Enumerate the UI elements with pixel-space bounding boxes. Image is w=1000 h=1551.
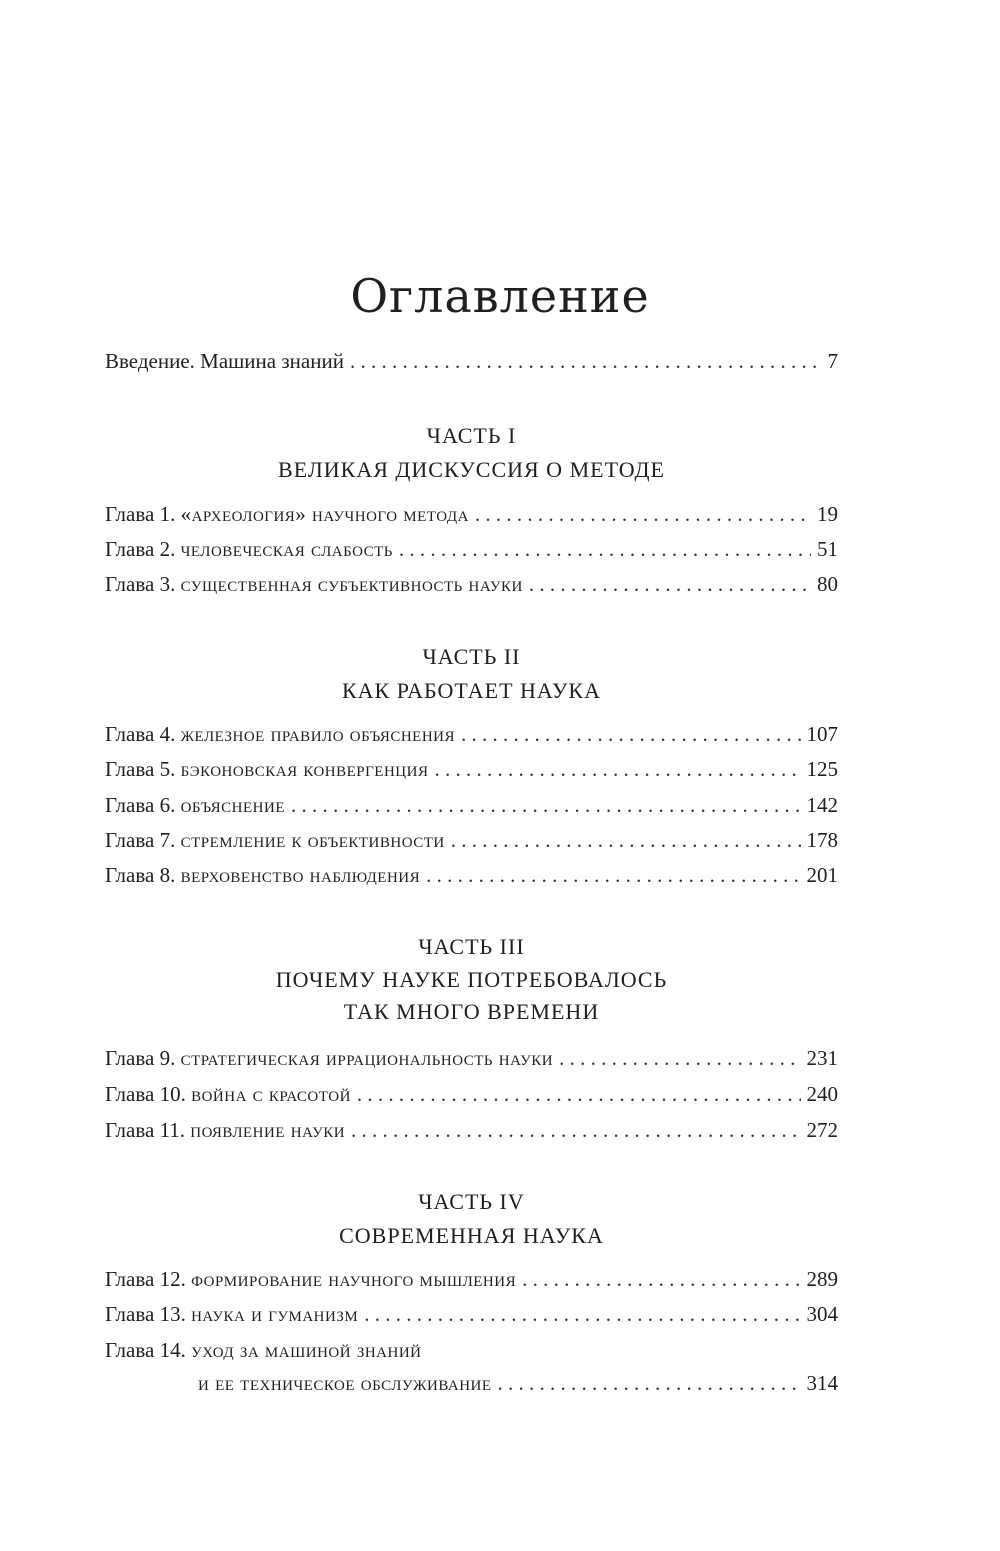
chapter-prefix: Глава 9. <box>105 1046 176 1070</box>
entry-page: 272 <box>806 1118 838 1142</box>
entry-page: 240 <box>806 1082 838 1106</box>
chapter-prefix: Глава 4. <box>105 722 176 746</box>
leader-dots <box>522 1266 800 1292</box>
chapter-prefix: Глава 13. <box>105 1302 186 1326</box>
chapter-title: стратегическая иррациональность науки <box>180 1046 554 1070</box>
entry-page: 7 <box>827 349 838 373</box>
entry-page: 304 <box>806 1302 838 1326</box>
chapter-prefix: Глава 6. <box>105 793 176 817</box>
entry-page: 314 <box>806 1371 838 1395</box>
leader-dots <box>461 721 800 747</box>
part-2-title: КАК РАБОТАЕТ НАУКА <box>341 678 601 703</box>
entry-page: 51 <box>817 537 838 561</box>
chapter-title: существенная субъективность науки <box>180 572 523 596</box>
entry-page: 231 <box>806 1046 838 1070</box>
entry-label: Введение. Машина знаний <box>105 349 344 373</box>
chapter-title-continuation: и ее техническое обслуживание <box>198 1371 492 1395</box>
toc-entry-intro[interactable] <box>105 348 838 374</box>
entry-page: 125 <box>806 757 838 781</box>
toc-entry-chapter-13[interactable] <box>105 1301 838 1327</box>
chapter-title: бэконовская конвергенция <box>180 757 429 781</box>
toc-entry-chapter-1[interactable] <box>105 501 838 527</box>
leader-dots <box>426 862 800 888</box>
chapter-title: объяснение <box>180 793 285 817</box>
entry-page: 80 <box>817 572 838 596</box>
toc-entry-chapter-4[interactable] <box>105 721 838 747</box>
entry-page: 107 <box>806 722 838 746</box>
chapter-prefix: Глава 1. <box>105 502 176 526</box>
chapter-prefix: Глава 10. <box>105 1082 186 1106</box>
chapter-title: появление науки <box>190 1118 346 1142</box>
part-1-number: ЧАСТЬ I <box>426 423 517 448</box>
chapter-title: верховенство наблюдения <box>180 863 421 887</box>
toc-entry-chapter-3[interactable] <box>105 571 838 597</box>
toc-entry-chapter-7[interactable] <box>105 827 838 853</box>
part-1-title: ВЕЛИКАЯ ДИСКУССИЯ О МЕТОДЕ <box>278 457 665 482</box>
chapter-prefix: Глава 12. <box>105 1267 186 1291</box>
part-3-number: ЧАСТЬ III <box>418 934 525 959</box>
entry-page: 289 <box>806 1267 838 1291</box>
leader-dots <box>559 1045 800 1071</box>
leader-dots <box>399 536 811 562</box>
entry-page: 142 <box>806 793 838 817</box>
chapter-prefix: Глава 2. <box>105 537 176 561</box>
chapter-title: железное правило объяснения <box>180 722 456 746</box>
leader-dots <box>357 1081 801 1107</box>
chapter-prefix: Глава 7. <box>105 828 176 852</box>
toc-entry-chapter-9[interactable] <box>105 1045 838 1071</box>
chapter-title: наука и гуманизм <box>191 1302 359 1326</box>
leader-dots <box>529 571 811 597</box>
entry-page: 19 <box>817 502 838 526</box>
part-3-title-line-2: ТАК МНОГО ВРЕМЕНИ <box>343 999 600 1024</box>
leader-dots <box>434 756 800 782</box>
chapter-title: уход за машиной знаний <box>191 1338 422 1362</box>
part-4-title: СОВРЕМЕННАЯ НАУКА <box>339 1223 604 1248</box>
leader-dots <box>291 792 801 818</box>
toc-entry-chapter-12[interactable] <box>105 1266 838 1292</box>
chapter-prefix: Глава 5. <box>105 757 176 781</box>
leader-dots <box>350 348 822 374</box>
leader-dots <box>498 1370 801 1396</box>
toc-entry-chapter-6[interactable] <box>105 792 838 818</box>
toc-entry-chapter-14-continuation[interactable] <box>105 1370 838 1396</box>
toc-entry-chapter-8[interactable] <box>105 862 838 888</box>
part-2-number: ЧАСТЬ II <box>422 644 521 669</box>
toc-entry-chapter-11[interactable] <box>105 1117 838 1143</box>
toc-entry-chapter-2[interactable] <box>105 536 838 562</box>
leader-dots <box>364 1301 800 1327</box>
leader-dots <box>351 1117 800 1143</box>
leader-dots <box>475 501 811 527</box>
chapter-title: война с красотой <box>191 1082 351 1106</box>
chapter-prefix: Глава 14. <box>105 1338 186 1362</box>
chapter-title: стремление к объективности <box>180 828 445 852</box>
part-3-title-line-1: ПОЧЕМУ НАУКЕ ПОТРЕБОВАЛОСЬ <box>275 967 668 992</box>
toc-entry-chapter-5[interactable] <box>105 756 838 782</box>
chapter-title: человеческая слабость <box>180 537 393 561</box>
part-4-number: ЧАСТЬ IV <box>418 1189 525 1214</box>
chapter-title: формирование научного мышления <box>191 1267 517 1291</box>
chapter-prefix: Глава 8. <box>105 863 176 887</box>
chapter-title: «археология» научного метода <box>180 502 469 526</box>
page-title: Оглавление <box>350 268 650 323</box>
entry-page: 178 <box>806 828 838 852</box>
chapter-prefix: Глава 11. <box>105 1118 186 1142</box>
toc-entry-chapter-10[interactable] <box>105 1081 838 1107</box>
chapter-prefix: Глава 3. <box>105 572 176 596</box>
toc-entry-chapter-14[interactable] <box>105 1337 838 1363</box>
entry-page: 201 <box>806 863 838 887</box>
leader-dots <box>451 827 801 853</box>
